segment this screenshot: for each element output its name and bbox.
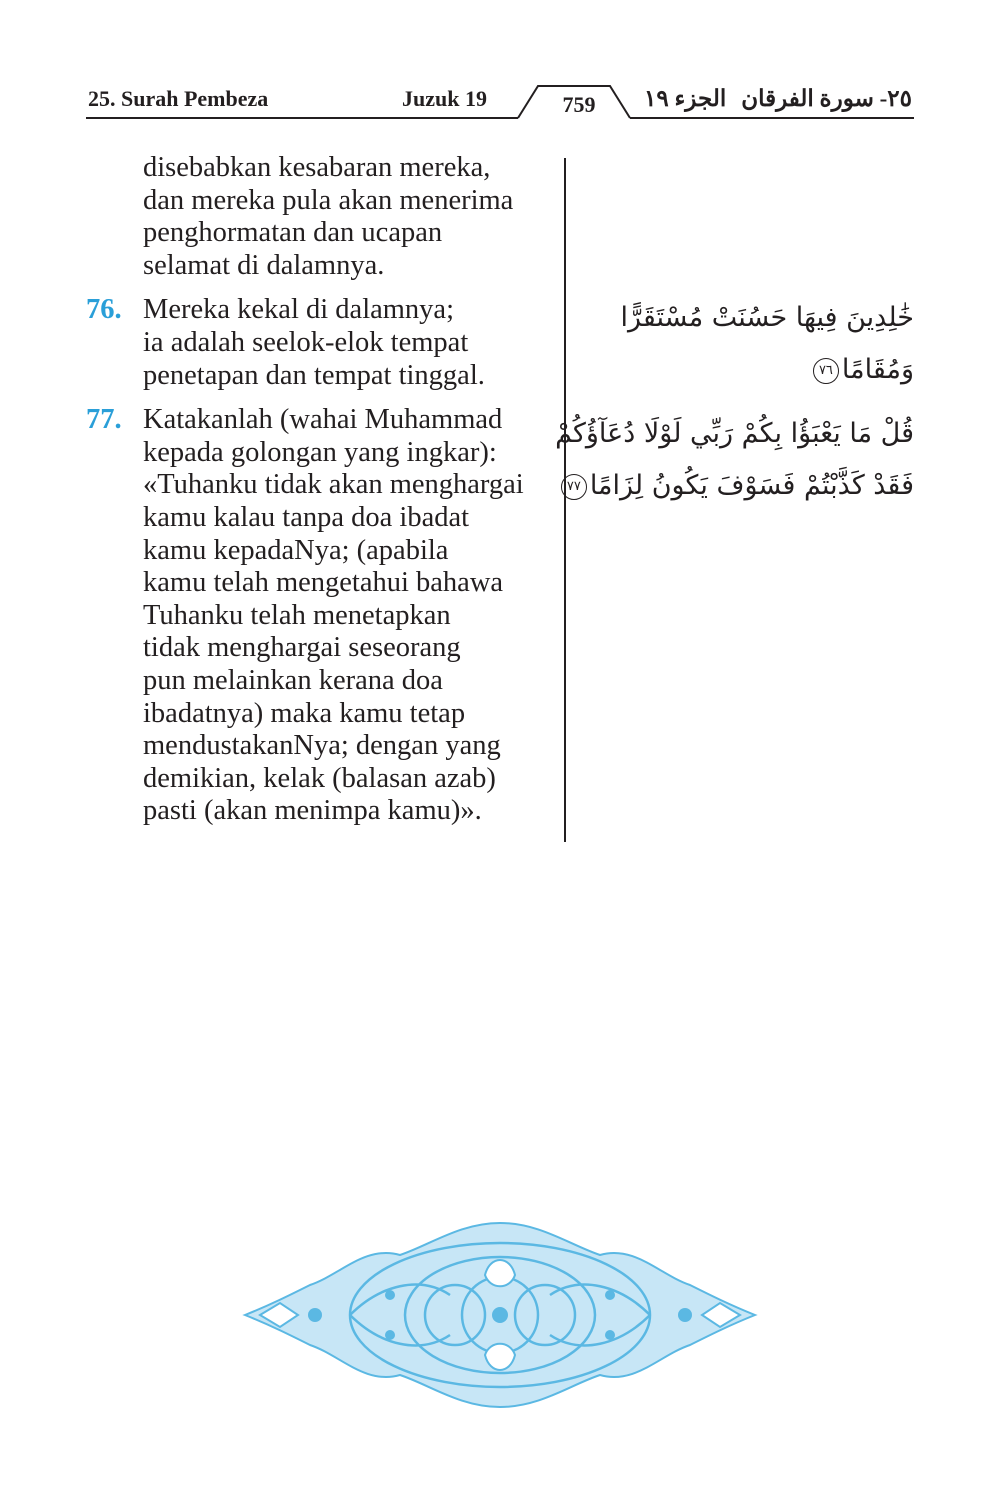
verse-77 bbox=[86, 404, 556, 828]
page-header bbox=[86, 80, 914, 124]
verse-line: kamu telah mengetahui bahawa bbox=[143, 567, 504, 599]
verse-continuation bbox=[86, 152, 556, 282]
verse-number: 77. bbox=[86, 404, 122, 436]
ayah-marker-icon: ٧٦ bbox=[813, 358, 839, 384]
page-number: 759 bbox=[562, 92, 596, 117]
verse-line: mendustakanNya; dengan yang bbox=[143, 730, 501, 762]
verse-line: «Tuhanku tidak akan menghargai bbox=[143, 469, 524, 501]
verse-76 bbox=[86, 294, 556, 392]
arabic-line-text: فَقَدْ كَذَّبْتُمْ فَسَوْفَ يَكُونُ لِزَامًا bbox=[589, 470, 914, 501]
header-juz-arabic: الجزء ١٩ bbox=[644, 86, 727, 111]
arabic-line bbox=[566, 460, 914, 512]
arabic-verse-77 bbox=[555, 408, 914, 512]
verse-line: ibadatnya) maka kamu tetap bbox=[143, 697, 466, 729]
arabic-line: قُلْ مَا يَعْبَؤُا بِكُمْ رَبِّي لَوْلَا دُعَآؤُكُمْ bbox=[555, 418, 914, 449]
verse-line: penetapan dan tempat tinggal. bbox=[143, 359, 485, 391]
header-juz-label: Juzuk 19 bbox=[402, 86, 487, 111]
verse-line: ia adalah seelok-elok tempat bbox=[143, 326, 469, 358]
verse-line: kepada golongan yang ingkar): bbox=[143, 436, 497, 468]
verse-line: Tuhanku telah menetapkan bbox=[143, 599, 451, 631]
verse-number: 76. bbox=[86, 294, 122, 326]
verse-line: dan mereka pula akan menerima bbox=[143, 184, 514, 216]
verse-line: disebabkan kesabaran mereka, bbox=[143, 152, 491, 183]
arabic-line-text: وَمُقَامًا bbox=[841, 354, 914, 385]
arabic-line: خَٰلِدِينَ فِيهَا حَسُنَتْ مُسْتَقَرًّا bbox=[620, 302, 914, 333]
verse-line: tidak menghargai seseorang bbox=[143, 632, 461, 664]
verse-line: kamu kepadaNya; (apabila bbox=[143, 534, 449, 566]
header-surah-arabic: ٢٥- سورة الفرقان bbox=[741, 86, 912, 111]
ayah-marker-icon: ٧٧ bbox=[561, 474, 587, 500]
verse-line: Katakanlah (wahai Muhammad bbox=[143, 404, 503, 436]
verse-line: kamu kalau tanpa doa ibadat bbox=[143, 501, 470, 533]
header-surah-label: 25. Surah Pembeza bbox=[88, 86, 269, 111]
verse-line: Mereka kekal di dalamnya; bbox=[143, 294, 454, 326]
decorative-ornament-icon bbox=[240, 1215, 760, 1415]
arabic-verse-76 bbox=[584, 292, 914, 396]
translation-column bbox=[86, 152, 556, 840]
verse-line: penghormatan dan ucapan bbox=[143, 217, 443, 249]
verse-line: pasti (akan menimpa kamu)». bbox=[143, 795, 482, 827]
arabic-line bbox=[584, 344, 914, 396]
verse-line: pun melainkan kerana doa bbox=[143, 664, 443, 696]
verse-line: demikian, kelak (balasan azab) bbox=[143, 762, 496, 794]
verse-line: selamat di dalamnya. bbox=[143, 249, 385, 281]
